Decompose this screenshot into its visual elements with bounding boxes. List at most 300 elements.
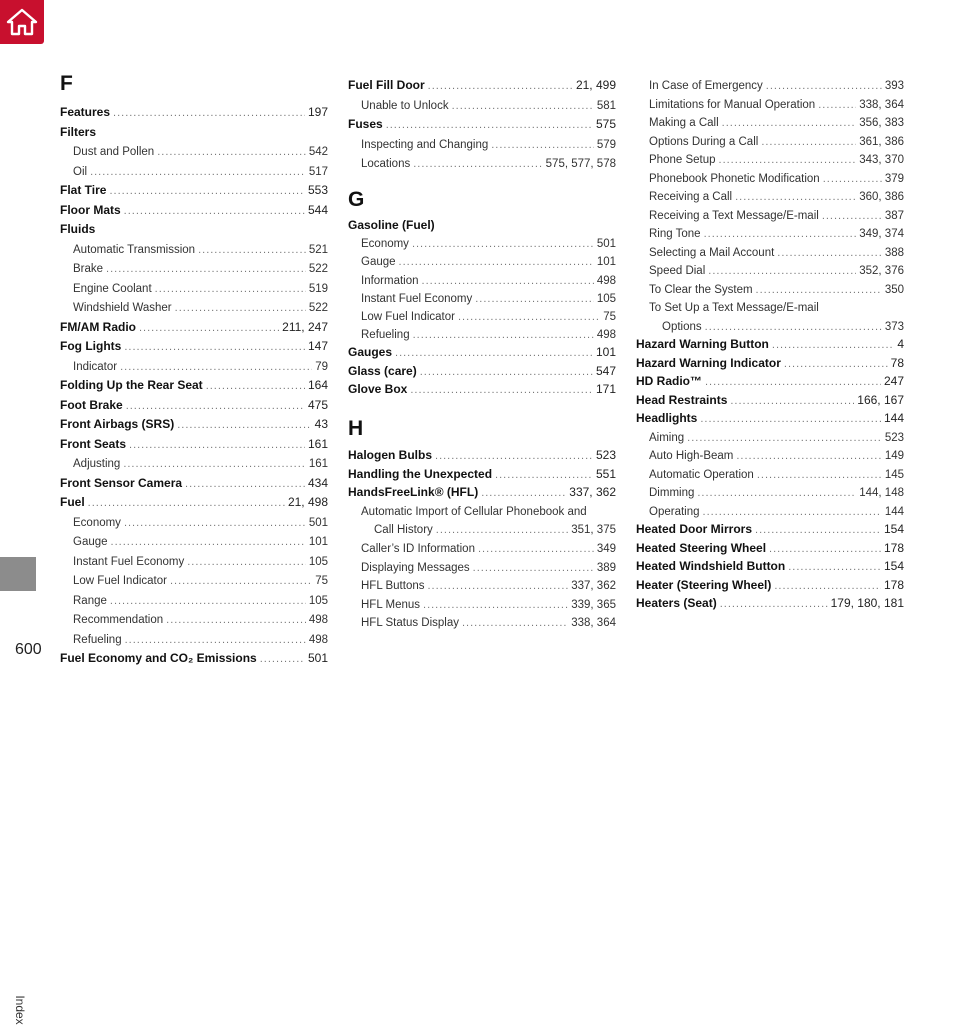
- index-entry[interactable]: [649, 169, 904, 187]
- page-reference[interactable]: 360, 386: [859, 191, 904, 203]
- entry-term: Hazard Warning Indicator: [636, 355, 781, 370]
- page-reference[interactable]: 178: [883, 540, 904, 555]
- entry-term: To Clear the System: [649, 283, 753, 296]
- entry-term: Folding Up the Rear Seat: [60, 378, 203, 392]
- index-entry[interactable]: [348, 362, 616, 380]
- entry-term: HD Radio™: [636, 374, 702, 388]
- dot-leader: [491, 135, 594, 154]
- dot-leader: [109, 181, 305, 200]
- index-entry[interactable]: [636, 354, 904, 372]
- entry-term: Hazard Warning Button: [636, 337, 769, 351]
- dot-leader: [106, 259, 306, 278]
- index-entry[interactable]: [73, 259, 328, 277]
- index-entry[interactable]: [649, 95, 904, 113]
- page-reference[interactable]: 475: [307, 397, 328, 412]
- page-reference[interactable]: 522: [308, 302, 328, 314]
- index-entry[interactable]: [73, 142, 328, 160]
- dot-leader: [260, 649, 305, 668]
- dot-leader: [769, 539, 881, 558]
- page-reference[interactable]: 101: [595, 345, 616, 360]
- index-entry[interactable]: [73, 454, 328, 472]
- entry-term: Flat Tire: [60, 183, 107, 197]
- index-entry[interactable]: [636, 391, 904, 409]
- page-reference[interactable]: 337, 362: [569, 485, 616, 500]
- index-entry[interactable]: [649, 446, 904, 464]
- index-entry[interactable]: [649, 150, 904, 168]
- dot-leader: [766, 76, 882, 95]
- entry-term: Options During a Call: [649, 135, 759, 148]
- page-reference[interactable]: 21, 498: [287, 495, 328, 509]
- index-entry[interactable]: [361, 135, 616, 153]
- entry-term: Range: [73, 594, 107, 607]
- dot-leader: [111, 532, 306, 551]
- page-reference[interactable]: 161: [308, 458, 328, 470]
- entry-term: Unable to Unlock: [361, 99, 449, 112]
- index-entry[interactable]: [60, 376, 328, 394]
- dot-leader: [755, 520, 881, 539]
- index-entry[interactable]: [348, 465, 616, 483]
- page-reference[interactable]: 166, 167: [857, 392, 904, 407]
- index-entry[interactable]: [361, 234, 616, 252]
- page-reference[interactable]: 501: [596, 238, 616, 251]
- index-entry[interactable]: [649, 76, 904, 94]
- entry-term: Phone Setup: [649, 154, 716, 166]
- page-reference[interactable]: 144: [884, 505, 904, 518]
- page-reference[interactable]: 338, 364: [859, 98, 904, 111]
- index-entry[interactable]: [73, 162, 328, 180]
- dot-leader: [735, 187, 856, 206]
- page-reference[interactable]: 349: [596, 543, 616, 555]
- dot-leader: [700, 409, 881, 428]
- entry-term: Fuel: [60, 495, 85, 509]
- index-entry[interactable]: [636, 539, 904, 557]
- dot-leader: [422, 271, 594, 290]
- index-entry[interactable]: [361, 289, 616, 307]
- dot-leader: [705, 372, 881, 391]
- dot-leader: [757, 465, 882, 484]
- page-reference[interactable]: 523: [595, 448, 616, 462]
- entry-term: Heated Steering Wheel: [636, 540, 767, 555]
- page-reference[interactable]: 379: [884, 172, 904, 185]
- index-entry[interactable]: [73, 357, 328, 375]
- entry-term: Displaying Messages: [361, 561, 470, 574]
- sidebar: [0, 0, 46, 1025]
- dot-leader: [761, 132, 856, 151]
- entry-term: To Set Up a Text Message/E-mail: [649, 302, 819, 314]
- entry-term: HandsFreeLink® (HFL): [348, 485, 479, 500]
- index-entry[interactable]: [73, 298, 328, 316]
- entry-term: HFL Status Display: [361, 617, 459, 630]
- entry-term: In Case of Emergency: [649, 80, 763, 92]
- index-entry[interactable]: [636, 335, 904, 353]
- page-reference[interactable]: 350: [884, 283, 904, 296]
- index-entry[interactable]: [348, 380, 616, 398]
- page-reference[interactable]: 544: [307, 202, 328, 217]
- index-entry[interactable]: [60, 649, 328, 667]
- page-reference[interactable]: 523: [884, 431, 904, 444]
- dot-leader: [687, 428, 882, 447]
- page-reference[interactable]: 498: [308, 633, 328, 646]
- page-reference[interactable]: 551: [595, 466, 616, 481]
- dot-leader: [155, 279, 306, 298]
- dot-leader: [129, 435, 305, 454]
- index-entry[interactable]: [361, 271, 616, 289]
- page-reference[interactable]: 343, 370: [859, 154, 904, 166]
- page-reference[interactable]: 519: [308, 282, 328, 295]
- dot-leader: [703, 502, 882, 521]
- dot-leader: [124, 337, 305, 356]
- page-reference[interactable]: 171: [595, 381, 616, 396]
- entry-term: Fuel Fill Door: [348, 78, 425, 92]
- page-reference[interactable]: 337, 362: [571, 580, 616, 593]
- page-reference[interactable]: 349, 374: [859, 228, 904, 240]
- index-entry[interactable]: [361, 520, 616, 538]
- index-entry[interactable]: [348, 343, 616, 361]
- entry-term: Heaters (Seat): [636, 596, 717, 610]
- index-entry[interactable]: [649, 465, 904, 483]
- entry-term: Front Sensor Camera: [60, 475, 183, 490]
- entry-term: HFL Menus: [361, 598, 421, 611]
- dot-leader: [435, 446, 593, 465]
- index-entry: [649, 298, 904, 316]
- page-reference[interactable]: 338, 364: [571, 617, 616, 630]
- entry-term: Making a Call: [649, 117, 719, 129]
- dot-leader: [736, 446, 881, 465]
- index-entry[interactable]: [73, 279, 328, 297]
- dot-leader: [170, 571, 312, 590]
- index-entry[interactable]: [73, 630, 328, 648]
- index-entry[interactable]: [73, 240, 328, 258]
- page-reference[interactable]: 387: [884, 209, 904, 222]
- index-entry[interactable]: [649, 243, 904, 261]
- index-entry[interactable]: [60, 318, 328, 336]
- index-entry[interactable]: [348, 76, 616, 94]
- dot-leader: [206, 376, 305, 395]
- index-entry[interactable]: [73, 571, 328, 589]
- page-reference[interactable]: 78: [890, 355, 904, 370]
- dot-leader: [722, 113, 857, 132]
- dot-leader: [756, 280, 882, 299]
- home-button[interactable]: [0, 0, 44, 44]
- dot-leader: [458, 307, 600, 326]
- dot-leader: [704, 224, 857, 243]
- page-reference[interactable]: 522: [308, 263, 328, 275]
- dot-leader: [428, 76, 573, 95]
- page-reference[interactable]: 521: [308, 243, 328, 256]
- page-reference[interactable]: 149: [884, 450, 904, 462]
- index-entry[interactable]: [361, 325, 616, 343]
- page-reference[interactable]: 211, 247: [282, 319, 328, 334]
- entry-term: Indicator: [73, 360, 118, 373]
- page-reference[interactable]: 105: [308, 555, 328, 568]
- dot-leader: [481, 483, 566, 502]
- entry-term: Automatic Operation: [649, 468, 754, 481]
- entry-term: Call History: [374, 524, 433, 537]
- page-reference[interactable]: 393: [884, 80, 904, 92]
- dot-leader: [452, 96, 594, 115]
- dot-leader: [110, 591, 306, 610]
- entry-term: Handling the Unexpected: [348, 466, 493, 481]
- page-reference[interactable]: 144, 148: [859, 487, 904, 499]
- entry-term: Heater (Steering Wheel): [636, 577, 772, 592]
- dot-leader: [166, 610, 306, 629]
- page-reference[interactable]: 147: [307, 339, 328, 353]
- index-entry[interactable]: [649, 317, 904, 335]
- dot-leader: [88, 493, 285, 512]
- index-entry[interactable]: [649, 483, 904, 501]
- dot-leader: [125, 630, 306, 649]
- index-entry[interactable]: [361, 154, 616, 172]
- page-reference[interactable]: 575: [595, 117, 616, 131]
- dot-leader: [495, 465, 593, 484]
- section-letter-g: G: [348, 188, 365, 211]
- index-entry[interactable]: [361, 595, 616, 613]
- entry-term: Brake: [73, 263, 104, 275]
- page-reference[interactable]: 356, 383: [859, 117, 904, 129]
- entry-term: HFL Buttons: [361, 580, 425, 593]
- page-reference[interactable]: 197: [307, 105, 328, 119]
- index-entry[interactable]: [649, 187, 904, 205]
- dot-leader: [157, 142, 306, 161]
- dot-leader: [90, 162, 306, 181]
- entry-term: Fuses: [348, 117, 383, 131]
- page-reference[interactable]: 352, 376: [859, 265, 904, 277]
- section-letter-f: F: [60, 72, 73, 95]
- index-entry[interactable]: [636, 409, 904, 427]
- index-entry[interactable]: [73, 591, 328, 609]
- entry-term: Information: [361, 274, 419, 287]
- dot-leader: [705, 317, 882, 336]
- entry-term: Oil: [73, 165, 88, 178]
- page-reference[interactable]: 351, 375: [571, 524, 616, 537]
- index-entry[interactable]: [636, 557, 904, 575]
- entry-term: Floor Mats: [60, 202, 121, 217]
- dot-leader: [113, 103, 305, 122]
- page-reference[interactable]: 161: [307, 436, 328, 451]
- index-entry[interactable]: [60, 337, 328, 355]
- entry-term: Glass (care): [348, 363, 417, 378]
- entry-term: Inspecting and Changing: [361, 138, 489, 151]
- index-entry[interactable]: [73, 532, 328, 550]
- index-entry[interactable]: [361, 539, 616, 557]
- entry-term: Aiming: [649, 431, 685, 444]
- page-reference[interactable]: 361, 386: [859, 135, 904, 148]
- entry-term: Automatic Transmission: [73, 243, 196, 256]
- page-reference[interactable]: 105: [596, 292, 616, 305]
- page-reference[interactable]: 389: [596, 561, 616, 574]
- page-reference[interactable]: 498: [308, 614, 328, 626]
- index-entry[interactable]: [348, 446, 616, 464]
- dot-leader: [436, 520, 568, 539]
- index-entry[interactable]: [73, 513, 328, 531]
- entry-term: Refueling: [73, 633, 122, 646]
- entry-term: Caller’s ID Information: [361, 543, 475, 555]
- page-reference[interactable]: 101: [596, 256, 616, 269]
- dot-leader: [818, 95, 856, 114]
- entry-term: Engine Coolant: [73, 282, 152, 295]
- page-reference[interactable]: 105: [308, 594, 328, 607]
- index-entry[interactable]: [60, 181, 328, 199]
- index-entry[interactable]: [636, 520, 904, 538]
- entry-term: Economy: [361, 238, 409, 251]
- entry-term: Fluids: [60, 222, 96, 236]
- dot-leader: [399, 252, 594, 271]
- dot-leader: [198, 240, 306, 259]
- entry-term: Operating: [649, 505, 700, 518]
- page-reference[interactable]: 575, 577, 578: [545, 158, 616, 170]
- index-entry[interactable]: [348, 115, 616, 133]
- dot-leader: [720, 594, 828, 613]
- index-entry[interactable]: [60, 396, 328, 414]
- page-reference[interactable]: 517: [308, 165, 328, 178]
- index-entry: [361, 502, 616, 520]
- page-reference[interactable]: 144: [883, 411, 904, 425]
- dot-leader: [784, 354, 888, 373]
- page-reference[interactable]: 547: [595, 363, 616, 378]
- page-reference[interactable]: 501: [307, 651, 328, 665]
- index-entry[interactable]: [73, 610, 328, 628]
- dot-leader: [478, 539, 594, 558]
- index-entry: [348, 216, 616, 234]
- home-icon: [6, 6, 38, 38]
- dot-leader: [822, 206, 882, 225]
- page-reference[interactable]: 164: [307, 378, 328, 392]
- page-reference[interactable]: 498: [596, 329, 616, 342]
- page-reference[interactable]: 247: [883, 374, 904, 388]
- entry-term: Phonebook Phonetic Modification: [649, 172, 820, 185]
- index-entry[interactable]: [649, 428, 904, 446]
- index-entry[interactable]: [636, 576, 904, 594]
- index-entry[interactable]: [73, 552, 328, 570]
- index-entry[interactable]: [60, 493, 328, 511]
- dot-leader: [413, 325, 594, 344]
- entry-term: Glove Box: [348, 381, 408, 396]
- page-reference[interactable]: 75: [315, 575, 328, 587]
- index-entry[interactable]: [60, 435, 328, 453]
- entry-term: Locations: [361, 158, 411, 170]
- dot-leader: [697, 483, 856, 502]
- entry-term: Front Seats: [60, 436, 127, 451]
- page-reference[interactable]: 101: [308, 536, 328, 548]
- dot-leader: [730, 391, 854, 410]
- page-reference[interactable]: 154: [883, 559, 904, 573]
- index-entry[interactable]: [649, 224, 904, 242]
- dot-leader: [788, 557, 881, 576]
- index-entry[interactable]: [60, 201, 328, 219]
- dot-leader: [395, 343, 593, 362]
- index-entry[interactable]: [361, 307, 616, 325]
- index-entry[interactable]: [636, 372, 904, 390]
- page-reference[interactable]: 43: [314, 417, 328, 431]
- dot-leader: [410, 380, 593, 399]
- index-entry[interactable]: [361, 252, 616, 270]
- page-reference[interactable]: 501: [308, 516, 328, 529]
- dot-leader: [413, 154, 542, 173]
- index-entry: [60, 220, 328, 238]
- page-reference[interactable]: 21, 499: [575, 78, 616, 92]
- entry-term: Recommendation: [73, 614, 164, 626]
- page-reference[interactable]: 373: [884, 320, 904, 333]
- dot-leader: [124, 513, 306, 532]
- dot-leader: [777, 243, 882, 262]
- index-entry[interactable]: [348, 483, 616, 501]
- index-entry[interactable]: [60, 415, 328, 433]
- dot-leader: [187, 552, 306, 571]
- entry-term: Dimming: [649, 487, 695, 499]
- entry-term: Headlights: [636, 411, 698, 425]
- index-entry[interactable]: [649, 113, 904, 131]
- index-entry[interactable]: [361, 96, 616, 114]
- entry-term: Economy: [73, 516, 121, 529]
- page-reference[interactable]: 145: [884, 468, 904, 481]
- index-entry[interactable]: [361, 558, 616, 576]
- entry-term: Halogen Bulbs: [348, 448, 433, 462]
- entry-term: FM/AM Radio: [60, 319, 136, 334]
- section-letter-h: H: [348, 417, 364, 440]
- index-entry[interactable]: [60, 103, 328, 121]
- entry-term: Front Airbags (SRS): [60, 417, 175, 431]
- page-reference[interactable]: 434: [307, 475, 328, 490]
- index-entry[interactable]: [60, 474, 328, 492]
- entry-term: Limitations for Manual Operation: [649, 98, 816, 111]
- entry-term: Features: [60, 105, 111, 119]
- page-reference[interactable]: 388: [884, 246, 904, 259]
- page-reference[interactable]: 154: [883, 522, 904, 536]
- dot-leader: [428, 576, 569, 595]
- page-reference[interactable]: 339, 365: [571, 598, 616, 611]
- entry-term: Gauges: [348, 345, 393, 360]
- dot-leader: [719, 150, 857, 169]
- entry-term: Speed Dial: [649, 265, 706, 277]
- page-number: 600: [15, 641, 42, 658]
- page-reference[interactable]: 581: [596, 99, 616, 112]
- index-entry[interactable]: [649, 261, 904, 279]
- dot-leader: [423, 595, 568, 614]
- page-reference[interactable]: 79: [315, 360, 328, 373]
- page-reference[interactable]: 75: [603, 311, 616, 323]
- entry-term: Ring Tone: [649, 228, 701, 240]
- index-entry[interactable]: [649, 132, 904, 150]
- index-entry[interactable]: [361, 613, 616, 631]
- index-entry[interactable]: [636, 594, 904, 612]
- index-entry[interactable]: [649, 206, 904, 224]
- page-reference[interactable]: 498: [596, 274, 616, 287]
- entry-term: Heated Windshield Button: [636, 559, 786, 573]
- entry-term: Foot Brake: [60, 397, 123, 412]
- page-reference[interactable]: 542: [308, 146, 328, 158]
- dot-leader: [139, 318, 279, 337]
- page-reference[interactable]: 4: [897, 337, 904, 351]
- entry-term: Filters: [60, 124, 97, 139]
- page-reference[interactable]: 179, 180, 181: [830, 596, 904, 610]
- entry-term: Selecting a Mail Account: [649, 246, 775, 259]
- index-entry[interactable]: [649, 280, 904, 298]
- entry-term: Windshield Washer: [73, 302, 172, 314]
- entry-term: Options: [662, 320, 702, 333]
- dot-leader: [124, 201, 305, 220]
- dot-leader: [123, 454, 306, 473]
- index-tab-label: Index: [13, 995, 27, 1025]
- entry-term: Gauge: [73, 536, 108, 548]
- page-reference[interactable]: 553: [307, 183, 328, 197]
- page-reference[interactable]: 178: [883, 577, 904, 592]
- index-entry[interactable]: [361, 576, 616, 594]
- entry-term: Low Fuel Indicator: [361, 311, 455, 323]
- index-entry[interactable]: [649, 502, 904, 520]
- page-reference[interactable]: 579: [596, 138, 616, 151]
- entry-term: Dust and Pollen: [73, 146, 155, 158]
- entry-term: Receiving a Call: [649, 191, 733, 203]
